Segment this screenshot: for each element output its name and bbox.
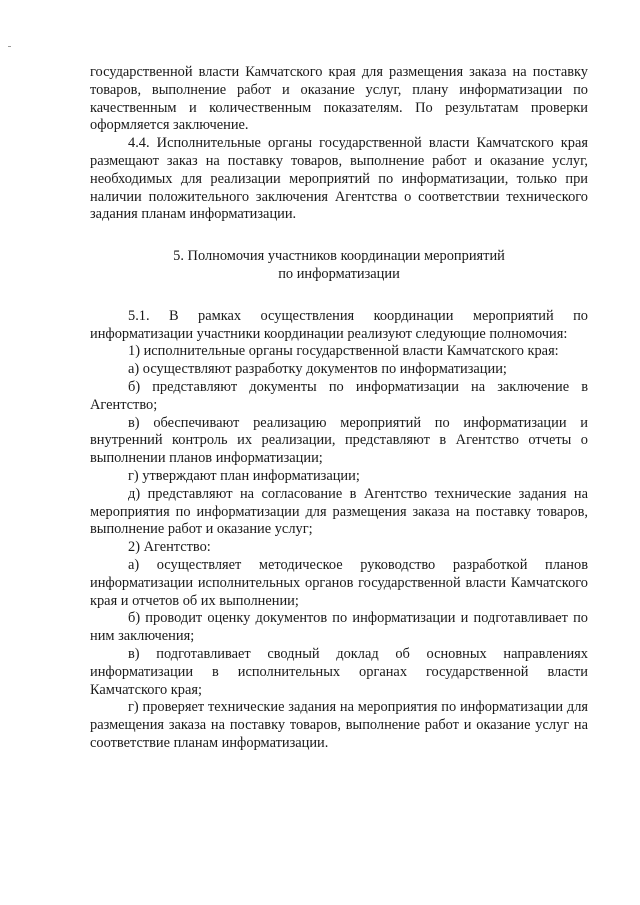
list-item: д) представляют на согласование в Агентство технические задания на мероприятия по информатизации для размещения заказа на поставку товаров, выполнение работ и оказание услуг;: [90, 485, 588, 538]
list-item: в) обеспечивают реализацию мероприятий по информатизации и внутренний контроль их реализации, представляют в Агентство отчеты о выполнении планов информатизации;: [90, 414, 588, 467]
section-heading-line1: 5. Полномочия участников координации мероприятий: [173, 248, 505, 265]
list-item: а) осуществляет методическое руководство разработкой планов информатизации исполнительных органов государственной власти Камчатского края и отчетов об их выполнении;: [90, 556, 588, 609]
scan-mark: [8, 46, 11, 47]
paragraph-5-1: 5.1. В рамках осуществления координации мероприятий по информатизации участники координации реализуют следующие полномочия:: [90, 307, 588, 342]
paragraph-continuation: государственной власти Камчатского края для размещения заказа на поставку товаров, выполнение работ и оказание услуг, плану информатизации по качественным и количественным показателям. По результатам проверки оформляется заключение.: [90, 64, 588, 134]
page-content: [90, 64, 588, 753]
section-heading: [90, 248, 588, 284]
list-item: г) проверяет технические задания на мероприятия по информатизации для размещения заказа на поставку товаров, выполнение работ и оказание услуг на соответствие планам информатизации.: [90, 699, 588, 751]
list-item: б) проводит оценку документов по информатизации и подготавливает по ним заключения;: [90, 610, 588, 645]
paragraph-4-4: 4.4. Исполнительные органы государственной власти Камчатского края размещают заказ на поставку товаров, выполнение работ и оказание услуг, необходимых для реализации мероприятий по информатизации, только при наличии положительного заключения Агентства о соответствии технического задания планам информатизации.: [90, 135, 588, 223]
list-item: в) подготавливает сводный доклад об основных направлениях информатизации в исполнительных органах государственной власти Камчатского края;: [90, 645, 588, 698]
list-item: а) осуществляют разработку документов по информатизации;: [128, 361, 507, 378]
list-item: б) представляют документы по информатизации на заключение в Агентство;: [90, 378, 588, 413]
list-item: 1) исполнительные органы государственной власти Камчатского края:: [128, 343, 559, 360]
list-item: г) утверждают план информатизации;: [128, 467, 360, 484]
list-item: 2) Агентство:: [128, 539, 211, 556]
section-heading-line2: по информатизации: [278, 265, 400, 282]
